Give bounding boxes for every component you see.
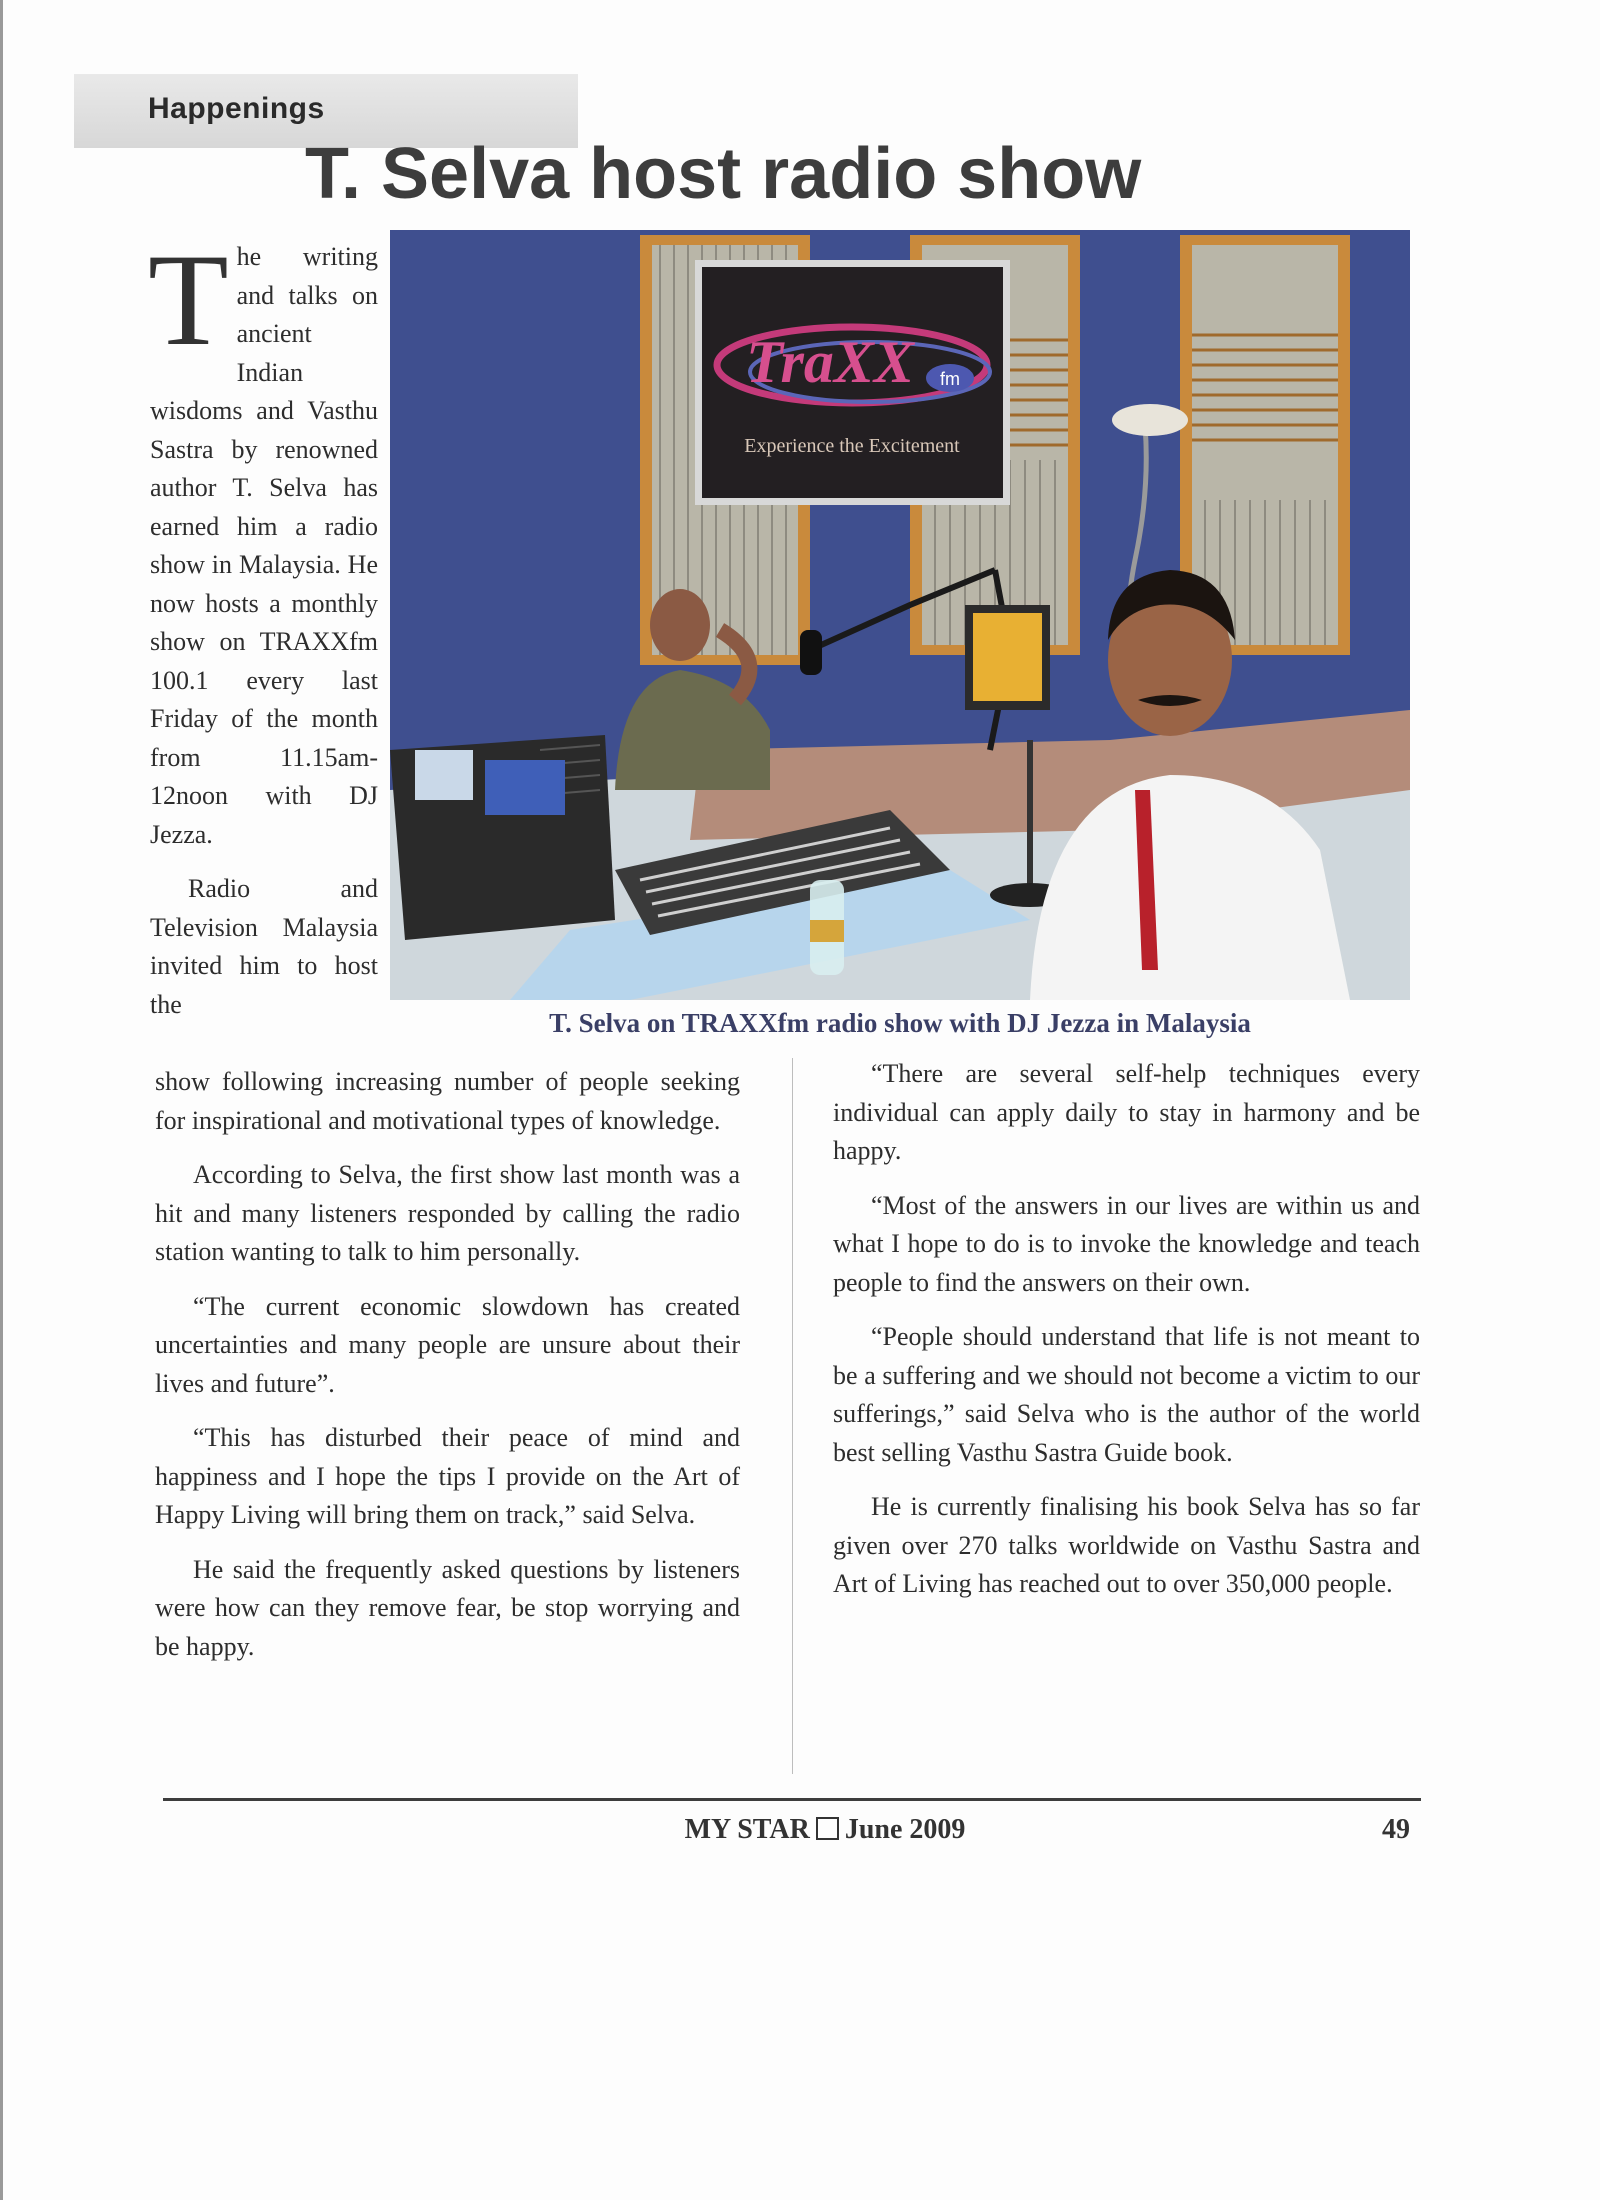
article-photo <box>390 230 1410 1000</box>
body-paragraph: “Most of the answers in our lives are within us and what I hope to do is to invoke the knowledge and teach people to find the answers on their own. <box>833 1190 1420 1297</box>
body-paragraph: “People should understand that life is not meant to be a suffering and we should not become a victim to our sufferings,” said Selva who is the author of the world best selling Vasthu Sastra Guide book. <box>833 1322 1420 1467</box>
body-paragraph: show following increasing number of people seeking for inspirational and motivational types of knowledge. <box>155 1067 740 1135</box>
right-text-column <box>833 1055 1420 1620</box>
publication-name: MY STAR <box>684 1814 810 1845</box>
body-paragraph: He said the frequently asked questions by listeners were how can they remove fear, be stop worrying and be happy. <box>155 1554 740 1661</box>
studio-monitor <box>390 735 615 940</box>
body-paragraph: “This has disturbed their peace of mind and happiness and I hope the tips I provide on the Art of Happy Living will bring them on track,” said Selva. <box>155 1423 740 1529</box>
body-paragraph: He is currently finalising his book Selva has so far given over 270 talks worldwide on Vasthu Sastra and Art of Living has reached out to over 350,000 people. <box>833 1492 1420 1598</box>
section-label: Happenings <box>148 92 325 125</box>
article-headline: T. Selva host radio show <box>305 134 1142 214</box>
intro-paragraph <box>148 226 378 854</box>
page-number: 49 <box>1382 1814 1410 1845</box>
station-logo-board <box>695 260 1010 505</box>
intro-text: he writing and talks on ancient Indian wisdoms and Vasthu Sastra by renowned author T. Selva has earned him a radio show in Malaysia. He now hosts a monthly show on TRAXXfm 100.1 every last Friday of the month from 11.15am-12noon with DJ Jezza. <box>150 242 378 849</box>
body-paragraph: According to Selva, the first show last month was a hit and many listeners responded by calling the radio station wanting to talk to him personally. <box>155 1160 740 1266</box>
photo-caption: T. Selva on TRAXXfm radio show with DJ Jezza in Malaysia <box>549 1008 1251 1038</box>
drop-cap: T <box>148 226 229 373</box>
logo-tagline: Experience the Excitement <box>744 435 960 457</box>
column-divider <box>792 1058 793 1774</box>
publication-date: June 2009 <box>844 1814 966 1845</box>
body-paragraph: “The current economic slowdown has created uncertainties and many people are unsure about their lives and future”. <box>155 1291 740 1398</box>
left-text-column <box>155 1063 740 1682</box>
intro-column <box>148 226 378 1040</box>
footer-rule <box>163 1798 1421 1801</box>
logo-text: TraXX <box>746 329 914 395</box>
logo-badge: fm <box>940 369 960 389</box>
footer-publication <box>0 1814 1600 1846</box>
body-paragraph: “There are several self-help techniques every individual can apply daily to stay in harmony and be happy. <box>833 1059 1420 1165</box>
intro-paragraph-2: Radio and Television Malaysia invited him to host the <box>150 874 378 1019</box>
page-edge <box>0 0 3 2200</box>
footer-box-icon <box>816 1817 839 1840</box>
